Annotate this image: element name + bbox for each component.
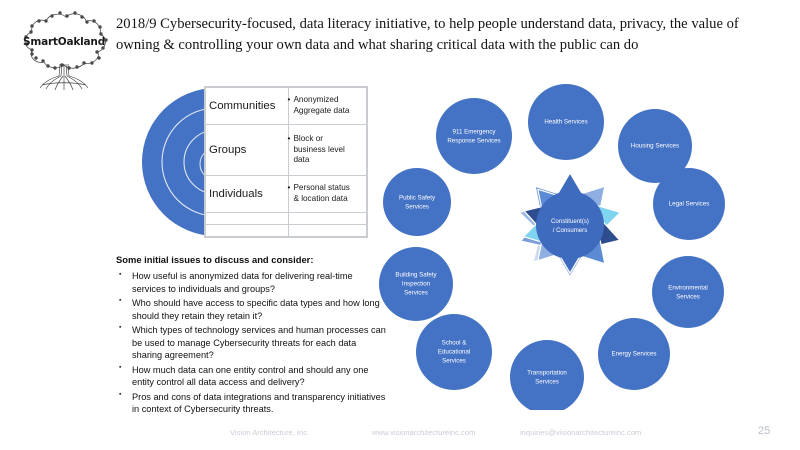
oak-tree-network-icon [14,6,114,92]
service-node-label: Legal Services [668,200,710,208]
service-node-legal-services[interactable] [653,168,725,240]
hub-label-line2: / Consumers [552,227,588,234]
bullet-dot: • [287,133,291,143]
issues-heading: Some initial issues to discuss and consider: [116,254,314,265]
service-node-label: Transportation [527,369,567,377]
service-node-energy-services[interactable] [598,318,670,390]
hub-label-line1: Constituent(s) [551,218,589,225]
table-row [206,88,367,125]
page-title: 2018/9 Cybersecurity-focused, data literacy initiative, to help people understand data, privacy, the value of owning & controlling your own data and what sharing critical data with the public can do [116,16,739,54]
footer-website: www.visionarchitectureinc.com [372,428,476,437]
service-node-environmental-services[interactable] [652,256,724,328]
service-node-label: Inspection [401,280,431,288]
list-item: ▪ Which types of technology services and human processes can be used to manage Cybersecurity threats for each data sharing agreement? [118,324,386,362]
list-item: ▪ How useful is anonymized data for delivering real-time services to individuals and groups? [118,270,386,295]
service-node-label: Environmental [668,284,708,292]
logo-wordmark: SmartOakland [22,36,106,48]
service-node-transportation-services[interactable] [510,340,584,410]
table-row [206,124,367,176]
data-levels-table [204,86,368,238]
level-detail-text: Personal status & location data [293,183,350,204]
empty-cell [206,225,289,237]
service-ecosystem-diagram [370,80,770,410]
service-node-health-services[interactable] [528,84,604,160]
table-row-empty [206,225,367,237]
level-name-cell: Groups [206,124,289,176]
level-detail-cell [289,88,367,125]
table-row [206,176,367,213]
list-item: ▪ Pros and cons of data integrations and transparency initiatives in context of Cybersecurity threats. [118,391,386,416]
level-detail-text: Block or business level data [293,133,345,165]
table-row-empty [206,213,367,225]
service-node-label: Health Services [544,118,588,126]
service-node-label: Services [442,357,466,365]
service-node-label: Educational [437,348,471,356]
tree-roots [40,64,88,90]
service-node-label: Energy Services [611,350,657,358]
service-node-public-safety-services[interactable] [383,168,451,236]
service-node-school-educational-services[interactable] [416,314,492,390]
service-node-label: Services [404,289,428,297]
service-node-label: Response Services [447,137,501,145]
bullet-dot: • [287,183,291,193]
list-item: ▪ Who should have access to specific data types and how long should they retain they retain it? [118,297,386,322]
level-detail-cell [289,124,367,176]
hub-node-constituents[interactable] [536,191,604,259]
service-node-label: Services [676,293,700,301]
empty-cell [289,225,367,237]
service-node-label: Services [405,203,429,211]
level-name-cell: Individuals [206,176,289,213]
service-node-label: School & [441,339,467,347]
service-node-911-emergency-response-services[interactable] [436,98,512,174]
service-node-label: Services [535,378,559,386]
level-detail-cell [289,176,367,213]
service-node-building-safety-inspection-services[interactable] [379,247,453,321]
slide-footer [0,425,800,445]
empty-cell [206,213,289,225]
issues-list [118,270,386,418]
footer-company: Vision Architecture, Inc. [230,428,310,437]
level-detail-text: Anonymized Aggregate data [293,95,350,115]
service-node-label: Housing Services [630,142,680,150]
footer-page-number: 25 [758,425,771,437]
empty-cell [289,213,367,225]
smartoakland-logo [14,6,114,92]
bullet-dot: • [287,95,291,105]
service-node-label: 911 Emergency [452,128,496,136]
service-node-label: Public Safety [398,194,436,202]
data-levels-figure [116,86,368,238]
footer-email: inquiries@visionarchitectureinc.com [520,428,642,437]
level-name-cell: Communities [206,88,289,125]
service-node-label: Building Safety [395,271,437,279]
list-item: ▪ How much data can one entity control and should any one entity control all data access and delivery? [118,364,386,389]
nested-arcs-graphic [116,86,216,238]
